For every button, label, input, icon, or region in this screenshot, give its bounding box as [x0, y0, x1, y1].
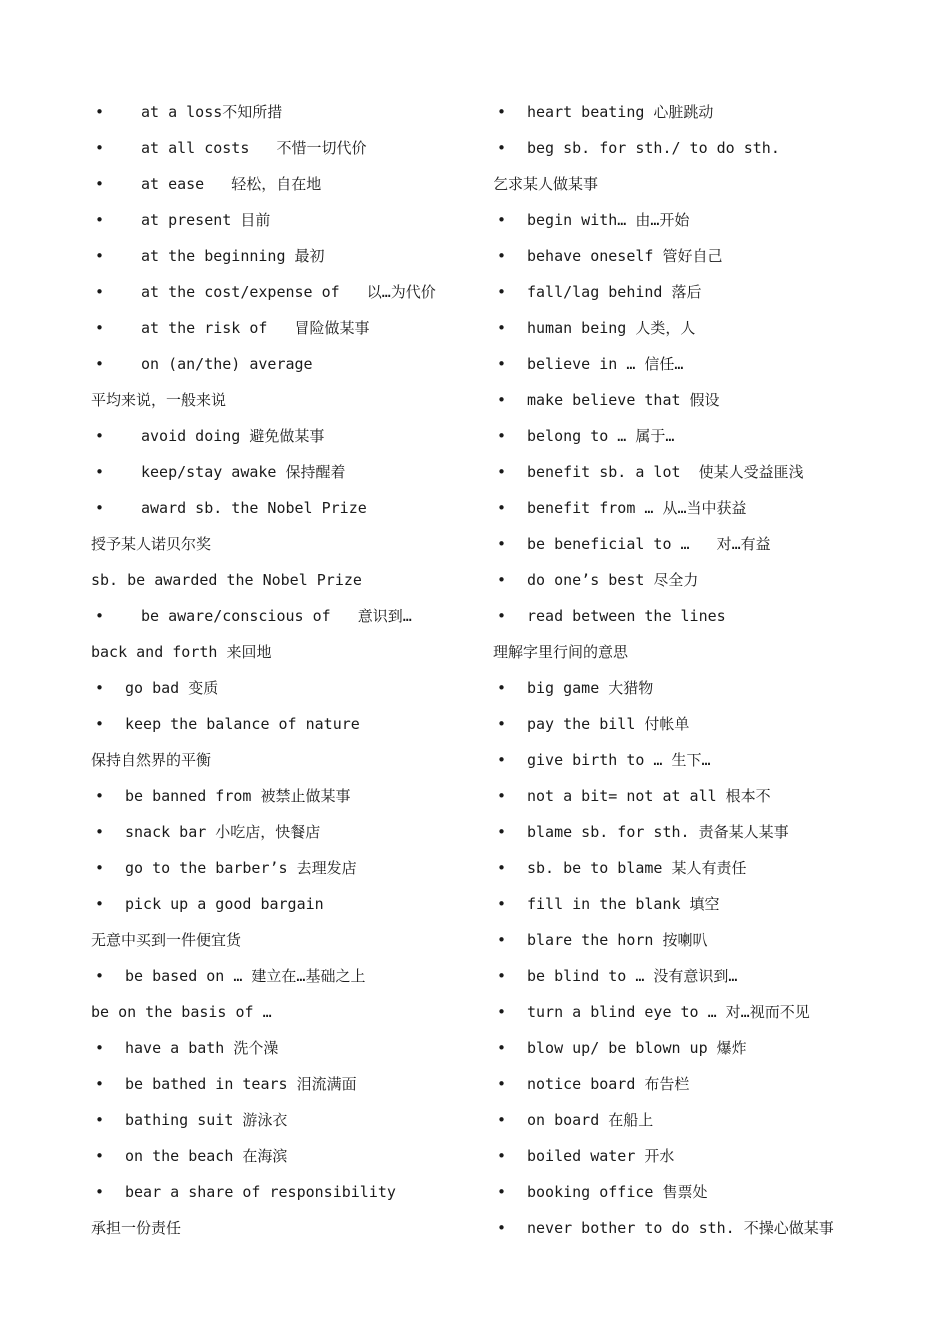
phrase-list-item — [91, 1066, 491, 1102]
phrase-list-item — [493, 1210, 943, 1246]
bullet-icon: • — [497, 427, 507, 445]
phrase-text: human being 人类，人 — [527, 319, 696, 337]
phrase-list-item — [91, 166, 491, 202]
phrase-text: sb. be awarded the Nobel Prize — [91, 571, 362, 589]
phrase-text: belong to … 属于… — [527, 427, 675, 445]
bullet-icon: • — [497, 1075, 507, 1093]
bullet-icon: • — [497, 787, 507, 805]
bullet-icon: • — [95, 823, 105, 841]
bullet-icon: • — [95, 103, 105, 121]
bullet-icon: • — [95, 247, 105, 265]
phrase-text: fill in the blank 填空 — [527, 895, 720, 913]
phrase-list-item — [493, 1138, 943, 1174]
phrase-list-item — [493, 814, 943, 850]
bullet-icon: • — [95, 175, 105, 193]
phrase-text: do one’s best 尽全力 — [527, 571, 699, 589]
bullet-icon: • — [95, 967, 105, 985]
phrase-list-item — [91, 202, 491, 238]
bullet-icon: • — [497, 859, 507, 877]
bullet-icon: • — [95, 787, 105, 805]
phrase-list-item — [91, 1174, 491, 1210]
phrase-text: begin with… 由…开始 — [527, 211, 690, 229]
phrase-text: sb. be to blame 某人有责任 — [527, 859, 747, 877]
phrase-list-item — [91, 346, 491, 382]
phrase-text: go to the barber’s 去理发店 — [125, 859, 357, 877]
phrase-list-item — [493, 1174, 943, 1210]
phrase-list-item — [493, 346, 943, 382]
phrase-list-item — [493, 994, 943, 1030]
phrase-list-item — [493, 202, 943, 238]
bullet-icon: • — [497, 715, 507, 733]
bullet-icon: • — [95, 139, 105, 157]
phrase-text: at the risk of 冒险做某事 — [141, 319, 370, 337]
phrase-list-item — [91, 1030, 491, 1066]
bullet-icon: • — [95, 1183, 105, 1201]
phrase-text: have a bath 洗个澡 — [125, 1039, 279, 1057]
phrase-list-item — [493, 238, 943, 274]
phrase-list-item — [91, 490, 491, 526]
phrase-text: avoid doing 避免做某事 — [141, 427, 325, 445]
phrase-text: be based on … 建立在…基础之上 — [125, 967, 366, 985]
phrase-text: keep/stay awake 保持醒着 — [141, 463, 346, 481]
phrase-list-item — [493, 598, 943, 634]
phrase-text-line — [493, 166, 943, 202]
bullet-icon: • — [497, 535, 507, 553]
phrase-text: 平均来说，一般来说 — [91, 391, 227, 409]
phrase-text: on (an/the) average — [141, 355, 313, 373]
phrase-list-item — [493, 454, 943, 490]
phrase-text-line — [91, 634, 491, 670]
phrase-list-item — [493, 562, 943, 598]
phrase-text: be banned from 被禁止做某事 — [125, 787, 351, 805]
bullet-icon: • — [95, 1075, 105, 1093]
phrase-list-item — [493, 958, 943, 994]
phrase-text: pick up a good bargain — [125, 895, 324, 913]
phrase-text: fall/lag behind 落后 — [527, 283, 702, 301]
phrase-text: bathing suit 游泳衣 — [125, 1111, 288, 1129]
phrase-text: pay the bill 付帐单 — [527, 715, 690, 733]
bullet-icon: • — [497, 823, 507, 841]
bullet-icon: • — [497, 1147, 507, 1165]
phrase-list-item — [91, 670, 491, 706]
phrase-list-item — [493, 778, 943, 814]
bullet-icon: • — [497, 499, 507, 517]
phrase-list-item — [91, 598, 491, 634]
phrase-text: not a bit= not at all 根本不 — [527, 787, 771, 805]
bullet-icon: • — [497, 319, 507, 337]
phrase-text: on the beach 在海滨 — [125, 1147, 288, 1165]
phrase-text: 理解字里行间的意思 — [493, 643, 629, 661]
bullet-icon: • — [95, 859, 105, 877]
phrase-text-line — [91, 562, 491, 598]
phrase-text: at a loss不知所措 — [141, 103, 283, 121]
phrase-text: behave oneself 管好自己 — [527, 247, 723, 265]
phrase-text: give birth to … 生下… — [527, 751, 711, 769]
phrase-text: 无意中买到一件便宜货 — [91, 931, 242, 949]
phrase-list-item — [91, 238, 491, 274]
bullet-icon: • — [497, 931, 507, 949]
phrase-text: believe in … 信任… — [527, 355, 684, 373]
phrase-text: bear a share of responsibility — [125, 1183, 396, 1201]
phrase-text: at the beginning 最初 — [141, 247, 325, 265]
right-column — [493, 94, 943, 1246]
bullet-icon: • — [95, 427, 105, 445]
phrase-list-item — [91, 1102, 491, 1138]
phrase-list-item — [91, 130, 491, 166]
phrase-list-item — [91, 850, 491, 886]
phrase-text: blame sb. for sth. 责备某人某事 — [527, 823, 789, 841]
phrase-text: never bother to do sth. 不操心做某事 — [527, 1219, 834, 1237]
bullet-icon: • — [497, 391, 507, 409]
phrase-text: notice board 布告栏 — [527, 1075, 690, 1093]
phrase-list-item — [91, 454, 491, 490]
phrase-text: snack bar 小吃店，快餐店 — [125, 823, 321, 841]
left-column — [91, 94, 491, 1246]
phrase-text: be aware/conscious of 意识到… — [141, 607, 412, 625]
phrase-list-item — [91, 778, 491, 814]
bullet-icon: • — [95, 499, 105, 517]
phrase-text: at ease 轻松，自在地 — [141, 175, 322, 193]
phrase-text-line — [91, 526, 491, 562]
phrase-text: back and forth 来回地 — [91, 643, 272, 661]
phrase-list-item — [91, 274, 491, 310]
phrase-list-item — [493, 490, 943, 526]
phrase-text: booking office 售票处 — [527, 1183, 708, 1201]
bullet-icon: • — [497, 571, 507, 589]
bullet-icon: • — [497, 1111, 507, 1129]
phrase-list-item — [493, 526, 943, 562]
phrase-text: go bad 变质 — [125, 679, 219, 697]
bullet-icon: • — [497, 355, 507, 373]
phrase-text-line — [91, 922, 491, 958]
phrase-text: beg sb. for sth./ to do sth. — [527, 139, 780, 157]
phrase-list-item — [493, 742, 943, 778]
phrase-text-line — [91, 1210, 491, 1246]
phrase-list-item — [493, 850, 943, 886]
phrase-text: make believe that 假设 — [527, 391, 720, 409]
phrase-text: on board 在船上 — [527, 1111, 654, 1129]
bullet-icon: • — [95, 283, 105, 301]
phrase-text: keep the balance of nature — [125, 715, 360, 733]
phrase-text: blow up/ be blown up 爆炸 — [527, 1039, 747, 1057]
phrase-list-item — [91, 418, 491, 454]
bullet-icon: • — [497, 607, 507, 625]
phrase-text: 保持自然界的平衡 — [91, 751, 212, 769]
bullet-icon: • — [497, 139, 507, 157]
bullet-icon: • — [95, 1039, 105, 1057]
bullet-icon: • — [497, 1219, 507, 1237]
phrase-text-line — [91, 742, 491, 778]
bullet-icon: • — [497, 1039, 507, 1057]
phrase-text: turn a blind eye to … 对…视而不见 — [527, 1003, 810, 1021]
bullet-icon: • — [95, 715, 105, 733]
phrase-list-item — [493, 310, 943, 346]
phrase-list-item — [493, 886, 943, 922]
phrase-list-item — [493, 274, 943, 310]
phrase-text: 授予某人诺贝尔奖 — [91, 535, 212, 553]
bullet-icon: • — [95, 319, 105, 337]
phrase-list-item — [493, 418, 943, 454]
bullet-icon: • — [95, 211, 105, 229]
bullet-icon: • — [95, 463, 105, 481]
phrase-text-line — [91, 994, 491, 1030]
phrase-list-item — [493, 382, 943, 418]
phrase-text-line — [493, 634, 943, 670]
phrase-list-item — [493, 670, 943, 706]
phrase-text: 乞求某人做某事 — [493, 175, 599, 193]
bullet-icon: • — [95, 1147, 105, 1165]
bullet-icon: • — [95, 1111, 105, 1129]
phrase-list-item — [91, 706, 491, 742]
phrase-text: benefit from … 从…当中获益 — [527, 499, 747, 517]
phrase-list-item — [91, 94, 491, 130]
phrase-text: boiled water 开水 — [527, 1147, 675, 1165]
bullet-icon: • — [497, 895, 507, 913]
phrase-text: at present 目前 — [141, 211, 271, 229]
bullet-icon: • — [497, 967, 507, 985]
bullet-icon: • — [497, 751, 507, 769]
phrase-list-item — [493, 1030, 943, 1066]
bullet-icon: • — [95, 895, 105, 913]
phrase-text: blare the horn 按喇叭 — [527, 931, 708, 949]
phrase-text: read between the lines — [527, 607, 726, 625]
phrase-text: be bathed in tears 泪流满面 — [125, 1075, 357, 1093]
phrase-text: be on the basis of … — [91, 1003, 272, 1021]
bullet-icon: • — [497, 463, 507, 481]
phrase-text: at all costs 不惜一切代价 — [141, 139, 367, 157]
phrase-text: at the cost/expense of 以…为代价 — [141, 283, 436, 301]
phrase-text-line — [91, 382, 491, 418]
bullet-icon: • — [497, 679, 507, 697]
bullet-icon: • — [497, 247, 507, 265]
bullet-icon: • — [497, 103, 507, 121]
phrase-text: big game 大猎物 — [527, 679, 654, 697]
phrase-list-item — [91, 958, 491, 994]
phrase-list-item — [91, 814, 491, 850]
bullet-icon: • — [95, 679, 105, 697]
phrase-text: be beneficial to … 对…有益 — [527, 535, 771, 553]
phrase-list-item — [493, 922, 943, 958]
phrase-list-item — [91, 886, 491, 922]
phrase-list-item — [493, 130, 943, 166]
phrase-text: heart beating 心脏跳动 — [527, 103, 714, 121]
phrase-text: be blind to … 没有意识到… — [527, 967, 738, 985]
phrase-list-item — [493, 1102, 943, 1138]
phrase-list-item — [91, 1138, 491, 1174]
phrase-text: benefit sb. a lot 使某人受益匪浅 — [527, 463, 804, 481]
phrase-text: award sb. the Nobel Prize — [141, 499, 367, 517]
phrase-list-item — [493, 706, 943, 742]
phrase-text: 承担一份责任 — [91, 1219, 182, 1237]
bullet-icon: • — [497, 1183, 507, 1201]
bullet-icon: • — [95, 607, 105, 625]
bullet-icon: • — [95, 355, 105, 373]
phrase-list-item — [493, 1066, 943, 1102]
phrase-list-item — [91, 310, 491, 346]
bullet-icon: • — [497, 1003, 507, 1021]
bullet-icon: • — [497, 283, 507, 301]
phrase-list-item — [493, 94, 943, 130]
bullet-icon: • — [497, 211, 507, 229]
